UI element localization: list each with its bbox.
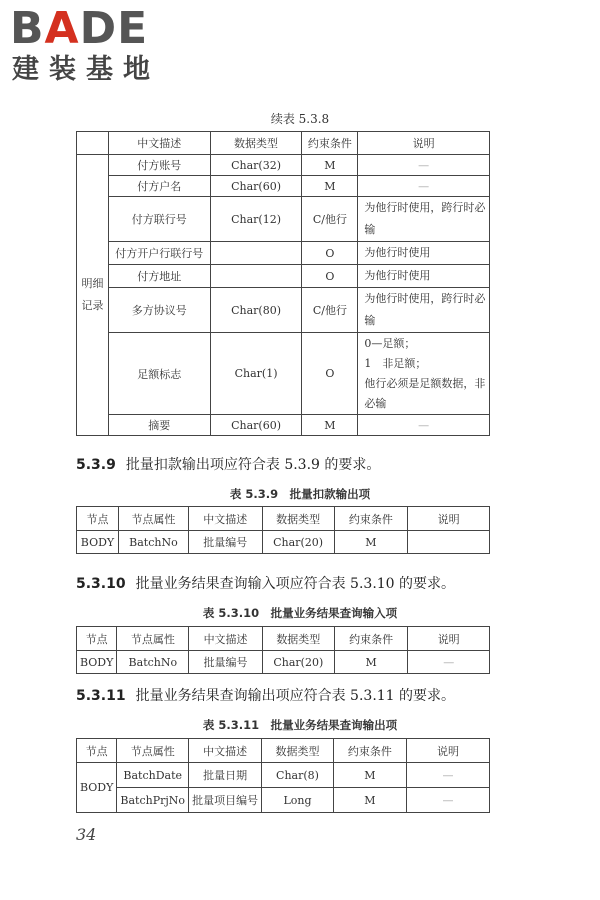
- cell-desc: 多方协议号: [108, 288, 210, 333]
- section-text: 批量扣款输出项应符合表 5.3.9 的要求。: [125, 457, 381, 473]
- cell-note: [408, 531, 490, 554]
- cell-node: BODY: [77, 651, 117, 674]
- cell-attr: BatchNo: [117, 651, 189, 674]
- cell-note: —: [406, 788, 489, 813]
- section-5-3-9: [76, 454, 380, 474]
- cell-desc: 批量日期: [189, 763, 262, 788]
- header-cell: 数据类型: [210, 132, 302, 155]
- logo: [10, 4, 180, 86]
- cell-type: Char(60): [210, 415, 302, 436]
- table-caption-5-3-9: 表 5.3.9 批量扣款输出项: [229, 487, 371, 501]
- cell-cons: O: [302, 265, 358, 288]
- cell-cons: M: [302, 415, 358, 436]
- header-empty: [77, 132, 109, 155]
- cell-note: —: [358, 155, 490, 176]
- header-cell: 约束条件: [334, 507, 408, 531]
- cell-attr: BatchPrjNo: [117, 788, 189, 813]
- header-cell: 数据类型: [262, 627, 334, 651]
- cell-type: Char(60): [210, 176, 302, 197]
- cell-desc: 批量项目编号: [189, 788, 262, 813]
- note-line: 0—足额；: [364, 336, 416, 350]
- cell-note: —: [358, 176, 490, 197]
- header-cell: 说明: [408, 627, 490, 651]
- cell-type: [210, 265, 302, 288]
- table-caption-5-3-10: 表 5.3.10 批量业务结果查询输入项: [202, 606, 398, 620]
- header-cell: 约束条件: [302, 132, 358, 155]
- cell-note: —: [406, 763, 489, 788]
- cell-desc: 批量编号: [189, 651, 263, 674]
- cell-desc: 付方户名: [108, 176, 210, 197]
- header-cell: 说明: [406, 739, 489, 763]
- cell-attr: BatchNo: [118, 531, 188, 554]
- group-label: 明细记录: [77, 155, 109, 436]
- cell-type: [210, 242, 302, 265]
- header-cell: 节点: [77, 507, 119, 531]
- cell-desc: 付方地址: [108, 265, 210, 288]
- header-cell: 节点: [77, 627, 117, 651]
- section-5-3-11: [76, 685, 455, 705]
- section-number: 5.3.10: [76, 576, 126, 592]
- cell-desc: 摘要: [108, 415, 210, 436]
- cell-type: Char(32): [210, 155, 302, 176]
- cell-cons: M: [334, 651, 408, 674]
- cell-cons: O: [302, 242, 358, 265]
- cell-note: 为他行时使用: [358, 265, 490, 288]
- header-cell: 节点属性: [117, 739, 189, 763]
- cell-cons: C/他行: [302, 197, 358, 242]
- cell-cons: O: [302, 333, 358, 415]
- cell-desc: 付方账号: [108, 155, 210, 176]
- cell-cons: M: [302, 155, 358, 176]
- logo-wordmark: BADE: [10, 3, 149, 54]
- table-caption-5-3-8: 续表 5.3.8: [270, 112, 330, 126]
- header-cell: 说明: [358, 132, 490, 155]
- section-text: 批量业务结果查询输入项应符合表 5.3.10 的要求。: [135, 576, 456, 592]
- cell-type: Char(8): [262, 763, 334, 788]
- cell-type: Char(20): [262, 651, 334, 674]
- table-5-3-9: [76, 506, 490, 554]
- note-line: 1 非足额；: [364, 356, 427, 370]
- logo-subtitle: 建装基地: [12, 54, 160, 85]
- header-cell: 说明: [408, 507, 490, 531]
- cell-type: Char(20): [262, 531, 334, 554]
- cell-cons: M: [333, 788, 406, 813]
- header-cell: 中文描述: [108, 132, 210, 155]
- cell-note: —: [358, 415, 490, 436]
- header-cell: 中文描述: [188, 507, 262, 531]
- cell-type: Char(80): [210, 288, 302, 333]
- section-number: 5.3.9: [76, 457, 116, 473]
- cell-type: Char(12): [210, 197, 302, 242]
- cell-note: 为他行时使用: [358, 242, 490, 265]
- header-cell: 约束条件: [333, 739, 406, 763]
- page-number: 34: [76, 825, 97, 844]
- cell-type: Long: [262, 788, 334, 813]
- cell-note: [358, 333, 490, 415]
- cell-node: BODY: [77, 763, 117, 813]
- cell-note: 为他行时使用，跨行时必输: [358, 288, 490, 333]
- section-number: 5.3.11: [76, 688, 126, 704]
- table-5-3-11: [76, 738, 490, 813]
- table-5-3-10: [76, 626, 490, 674]
- header-cell: 中文描述: [189, 739, 262, 763]
- cell-cons: C/他行: [302, 288, 358, 333]
- cell-cons: M: [334, 531, 408, 554]
- cell-desc: 足额标志: [108, 333, 210, 415]
- header-cell: 节点属性: [117, 627, 189, 651]
- section-5-3-10: [76, 573, 455, 593]
- cell-desc: 付方联行号: [108, 197, 210, 242]
- header-cell: 节点属性: [118, 507, 188, 531]
- cell-cons: M: [302, 176, 358, 197]
- note-line: 他行必须是足额数据，非必输: [364, 376, 486, 410]
- cell-desc: 付方开户行联行号: [108, 242, 210, 265]
- table-5-3-8-continued: [76, 131, 490, 436]
- section-text: 批量业务结果查询输出项应符合表 5.3.11 的要求。: [135, 688, 456, 704]
- cell-note: 为他行时使用，跨行时必输: [358, 197, 490, 242]
- header-cell: 约束条件: [334, 627, 408, 651]
- table-caption-5-3-11: 表 5.3.11 批量业务结果查询输出项: [202, 718, 398, 732]
- cell-desc: 批量编号: [188, 531, 262, 554]
- header-cell: 中文描述: [189, 627, 263, 651]
- cell-cons: M: [333, 763, 406, 788]
- header-cell: 节点: [77, 739, 117, 763]
- cell-note: —: [408, 651, 490, 674]
- header-cell: 数据类型: [262, 507, 334, 531]
- cell-node: BODY: [77, 531, 119, 554]
- header-cell: 数据类型: [262, 739, 334, 763]
- cell-attr: BatchDate: [117, 763, 189, 788]
- cell-type: Char(1): [210, 333, 302, 415]
